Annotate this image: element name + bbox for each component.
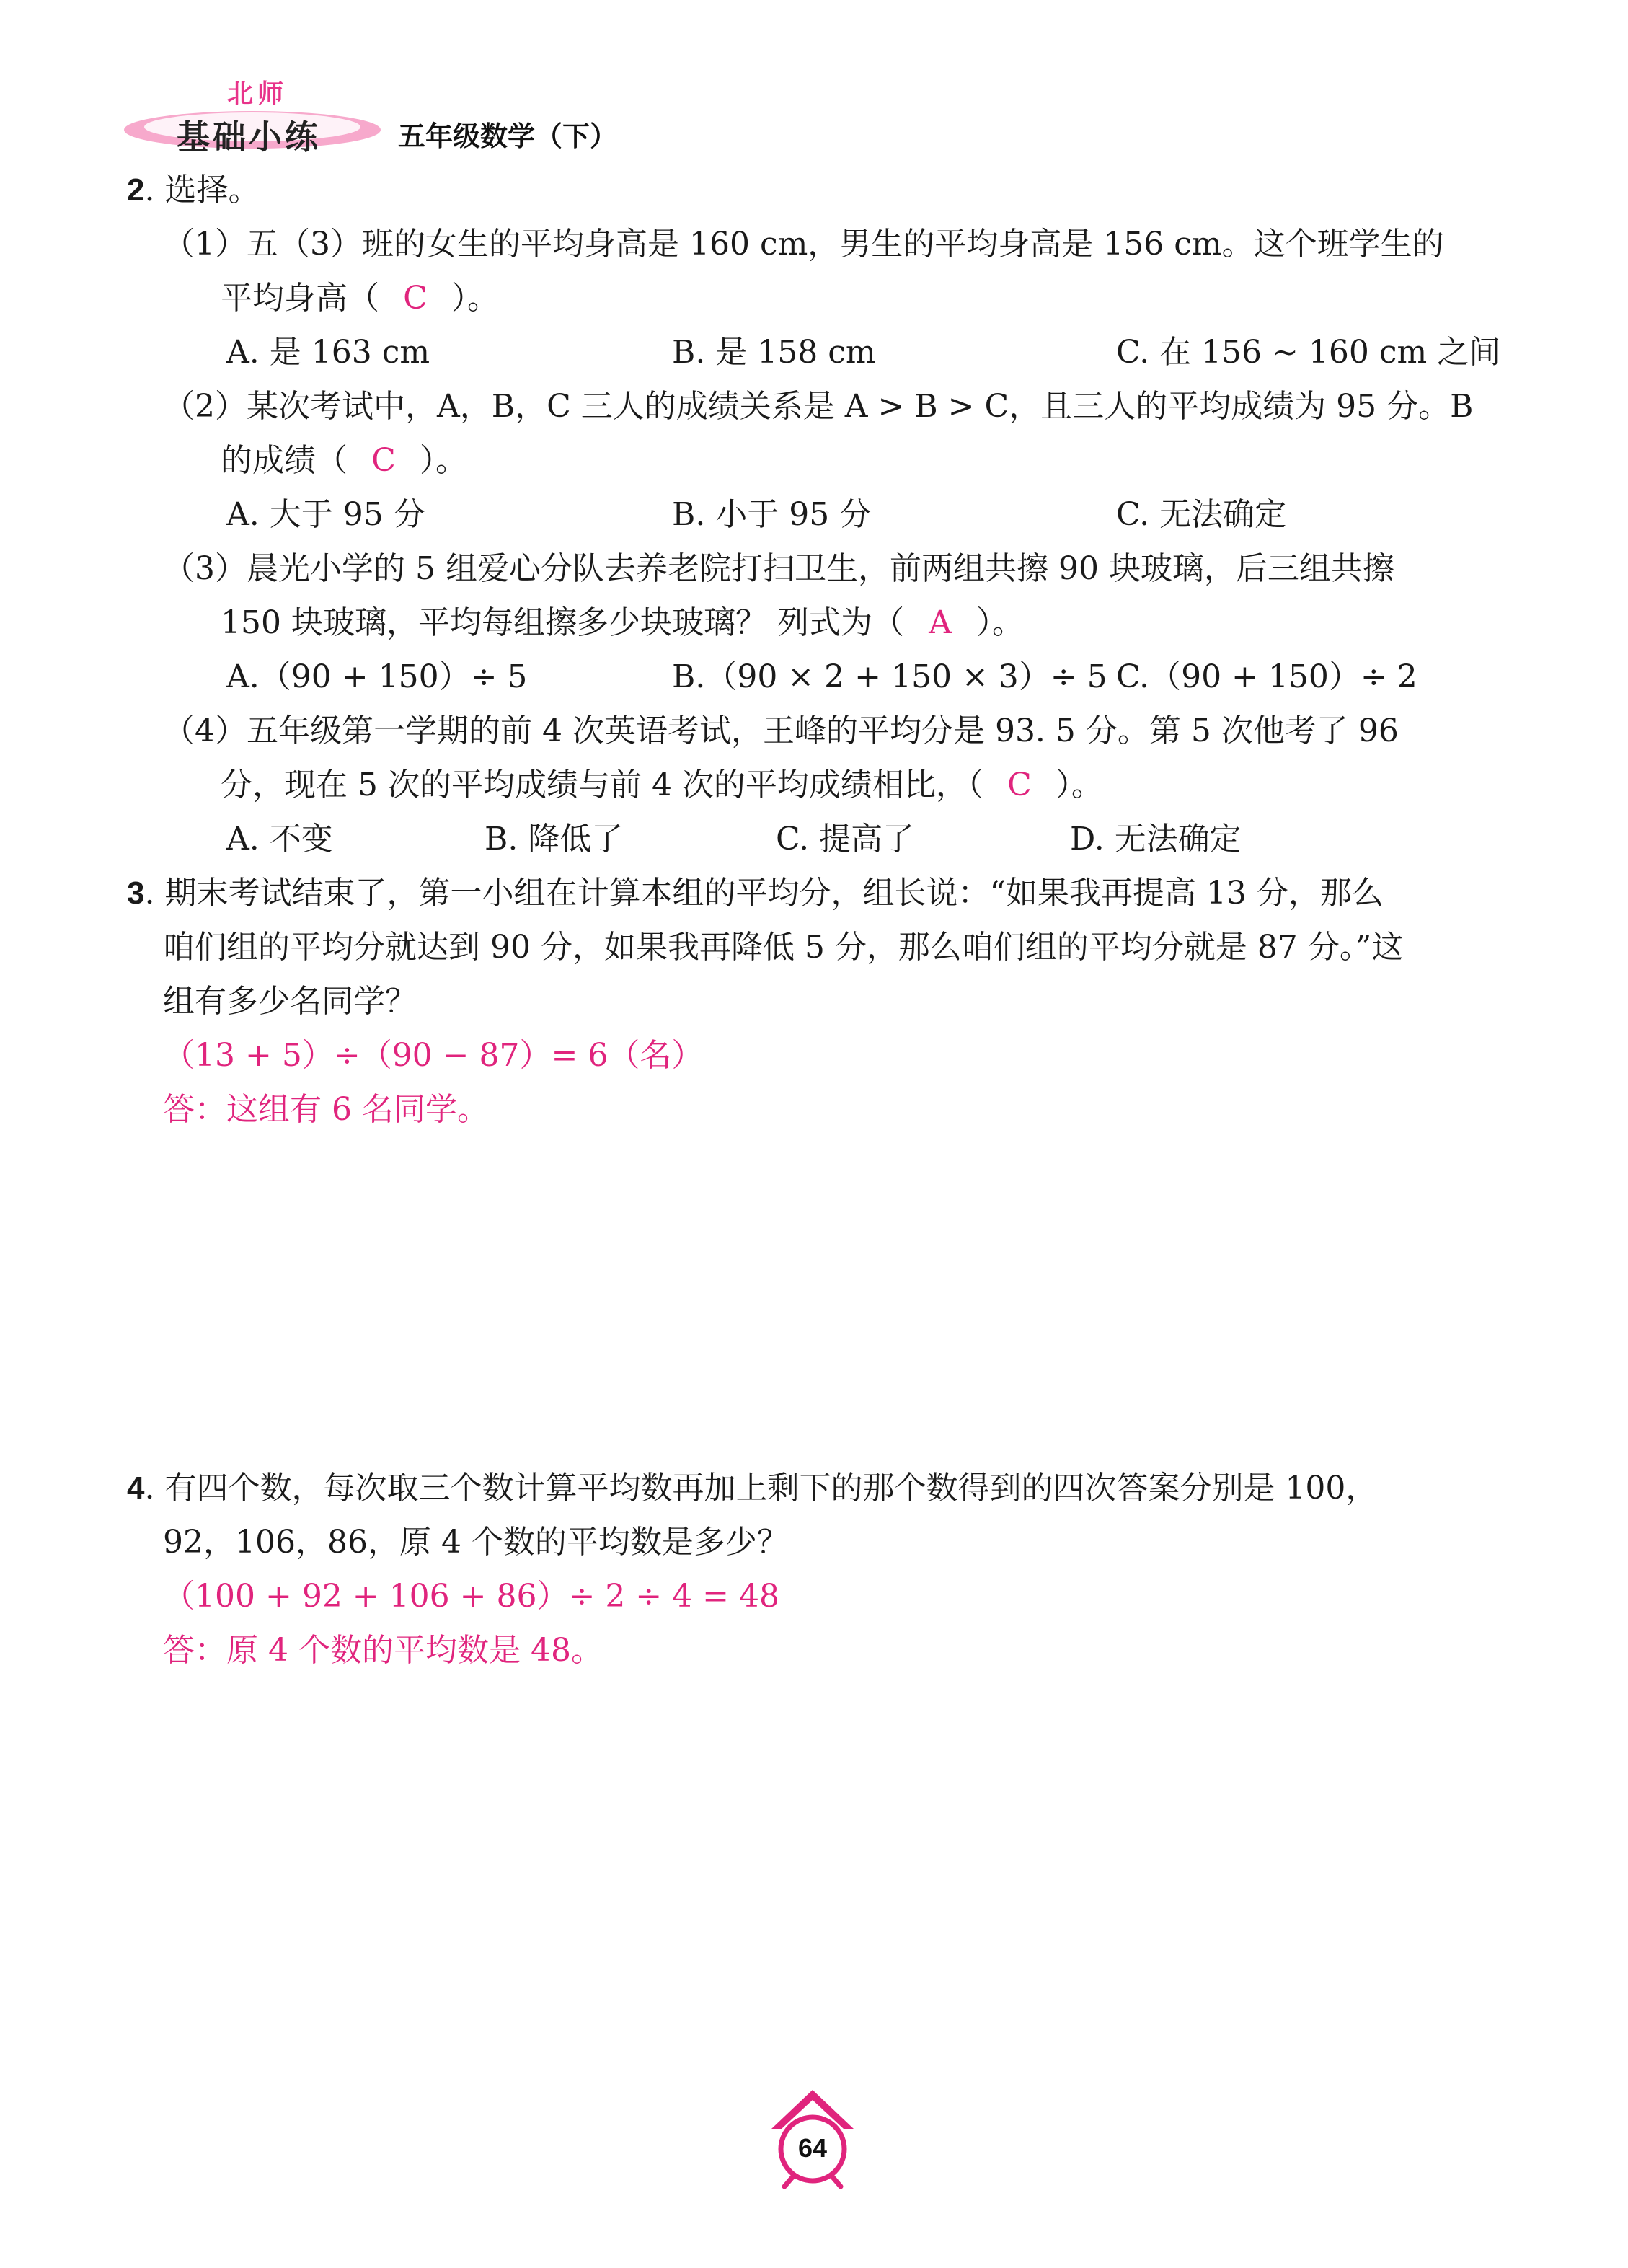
- brand-main-text: 基础小练: [177, 118, 321, 156]
- q2-1-option-c: C. 在 156 ~ 160 cm 之间: [1116, 334, 1501, 371]
- page-number: 64: [797, 2133, 828, 2163]
- page-number-badge: [766, 2084, 859, 2192]
- q2-3-answer: A: [929, 604, 952, 641]
- brand-logo: [123, 66, 389, 156]
- q2-3-option-a: A.（90 + 150）÷ 5: [226, 658, 528, 695]
- q4-number: 4: [127, 1470, 145, 1506]
- q3-answer: 答：这组有 6 名同学。: [163, 1091, 489, 1128]
- brand-top-text: 北师: [227, 79, 288, 109]
- q2-2-stem-cont: 的成绩（ C ）。: [221, 442, 467, 479]
- q2-title: 2. 选择。: [127, 172, 260, 208]
- q2-4-option-a: A. 不变: [226, 821, 333, 857]
- q2-2-answer: C: [371, 442, 396, 479]
- q2-4-option-b: B. 降低了: [485, 821, 624, 857]
- book-subtitle: 五年级数学（下）: [398, 120, 618, 152]
- q2-4-option-d: D. 无法确定: [1070, 821, 1242, 857]
- q2-4-stem: （4）五年级第一学期的前 4 次英语考试，王峰的平均分是 93. 5 分。第 5 次他考了 96: [163, 712, 1399, 749]
- q2-number: 2: [127, 172, 145, 208]
- q2-4-stem-cont: 分，现在 5 次的平均成绩与前 4 次的平均成绩相比，（ C ）。: [221, 767, 1103, 803]
- q2-3-option-b: B.（90 × 2 + 150 × 3）÷ 5: [672, 658, 1107, 695]
- q4-work: （100 + 92 + 106 + 86）÷ 2 ÷ 4 = 48: [163, 1578, 779, 1615]
- q2-2-stem: （2）某次考试中，A，B，C 三人的成绩关系是 A > B > C，且三人的平均成绩为 95 分。B: [163, 388, 1474, 425]
- q3-work: （13 + 5）÷（90 − 87）= 6（名）: [163, 1037, 704, 1074]
- q2-1-answer: C: [403, 280, 428, 317]
- q3-stem: 3. 期末考试结束了，第一小组在计算本组的平均分，组长说：“如果我再提高 13 分，那么: [127, 875, 1384, 912]
- q2-2-option-c: C. 无法确定: [1116, 496, 1287, 533]
- q2-3-stem-cont: 150 块玻璃，平均每组擦多少块玻璃？ 列式为（ A ）。: [221, 604, 1024, 641]
- q3-stem-cont-2: 组有多少名同学？: [163, 983, 417, 1020]
- q2-2-option-b: B. 小于 95 分: [672, 496, 872, 533]
- q3-number: 3: [127, 875, 145, 911]
- q2-4-answer: C: [1007, 767, 1032, 803]
- q3-stem-cont-1: 咱们组的平均分就达到 90 分，如果我再降低 5 分，那么咱们组的平均分就是 87 分。”这: [163, 929, 1404, 966]
- q2-1-option-b: B. 是 158 cm: [672, 334, 876, 371]
- q4-stem: 4. 有四个数，每次取三个数计算平均数再加上剩下的那个数得到的四次答案分别是 100，: [127, 1470, 1378, 1506]
- q2-1-stem: （1）五（3）班的女生的平均身高是 160 cm，男生的平均身高是 156 cm。这个班学生的: [163, 226, 1444, 262]
- q2-1-option-a: A. 是 163 cm: [226, 334, 430, 371]
- q2-3-stem: （3）晨光小学的 5 组爱心分队去养老院打扫卫生，前两组共擦 90 块玻璃，后三组共擦: [163, 550, 1394, 587]
- q4-stem-cont: 92，106，86，原 4 个数的平均数是多少？: [163, 1524, 789, 1561]
- q2-1-stem-cont: 平均身高（ C ）。: [221, 280, 499, 317]
- q2-2-option-a: A. 大于 95 分: [226, 496, 425, 533]
- q4-answer: 答：原 4 个数的平均数是 48。: [163, 1632, 603, 1669]
- q2-4-option-c: C. 提高了: [776, 821, 915, 857]
- q2-3-option-c: C.（90 + 150）÷ 2: [1116, 658, 1417, 695]
